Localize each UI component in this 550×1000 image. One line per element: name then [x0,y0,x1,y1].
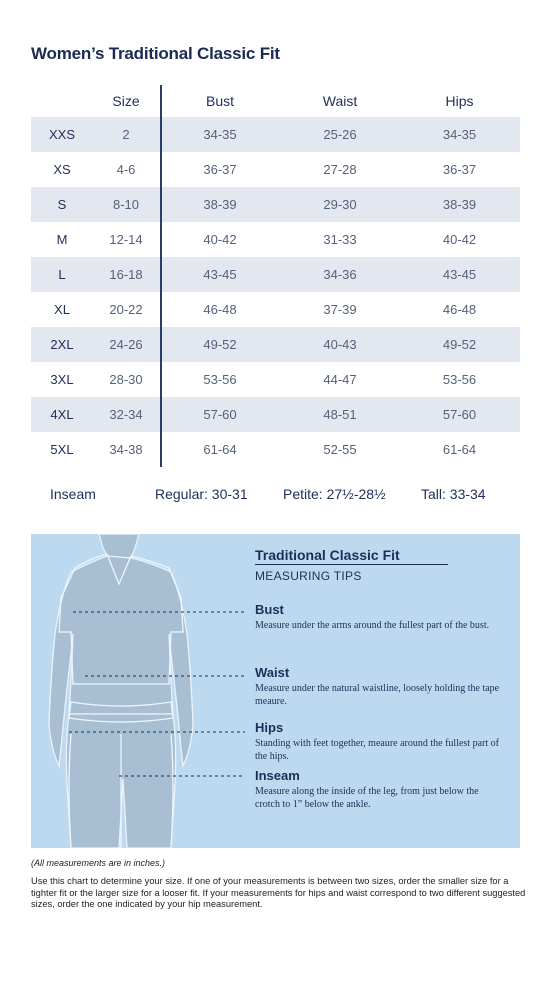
table-row [31,397,520,432]
inseam-row [0,486,550,506]
header-bust: Bust [205,92,234,109]
tip-inseam [255,768,500,811]
row-label: 4XL [50,407,74,422]
bust-cell: 46-48 [203,302,237,317]
tip-text: Standing with feet together, meaure around the fullest part of the hips. [255,738,499,762]
tips-title: Traditional Classic Fit [255,547,400,563]
hips-cell: 57-60 [442,407,477,422]
header-waist: Waist [322,92,358,109]
size-cell: 16-18 [109,267,143,282]
size-cell: 34-38 [109,442,143,457]
row-label: XS [53,162,71,177]
hips-cell: 40-42 [442,232,477,247]
bust-cell: 57-60 [203,407,237,422]
tip-text: Measure along the inside of the leg, from just below the crotch to 1” below the ankle. [255,786,479,810]
hips-cell: 34-35 [442,127,477,142]
header-label [31,84,93,117]
tip-hips [255,720,500,763]
bust-cell: 49-52 [203,337,237,352]
waist-cell: 44-47 [323,372,357,387]
hips-cell: 36-37 [442,162,477,177]
size-column-divider [160,85,162,467]
row-label: 3XL [50,372,74,387]
table-row [31,117,520,152]
table-row [31,222,520,257]
size-cell: 28-30 [109,372,143,387]
bust-cell: 61-64 [203,442,237,457]
hips-cell: 53-56 [442,372,477,387]
table-row [31,292,520,327]
row-label: 2XL [50,337,74,352]
waist-cell: 27-28 [323,162,357,177]
inseam-regular: Regular: 30-31 [155,486,248,502]
header-size: Size [112,92,140,109]
tip-bust [255,602,500,632]
tips-title-rule [255,564,448,565]
size-cell: 8-10 [112,197,140,212]
bust-cell: 43-45 [203,267,237,282]
hips-cell: 61-64 [442,442,477,457]
waist-cell: 52-55 [323,442,357,457]
table-row [31,432,520,467]
size-cell: 20-22 [109,302,143,317]
bust-cell: 36-37 [203,162,237,177]
waist-cell: 48-51 [323,407,357,422]
table-row [31,327,520,362]
measuring-tips-panel [31,534,520,848]
size-cell: 32-34 [109,407,143,422]
table-header-row [31,84,520,117]
page-title: Women’s Traditional Classic Fit [31,44,280,63]
tip-heading: Inseam [255,768,300,783]
waist-cell: 31-33 [323,232,357,247]
measurement-unit-note: (All measurements are in inches.) [31,858,166,868]
hips-cell: 38-39 [442,197,477,212]
row-label: M [56,232,68,247]
row-label: S [57,197,67,212]
hips-cell: 49-52 [442,337,477,352]
size-cell: 24-26 [109,337,143,352]
size-cell: 2 [122,127,130,142]
tip-text: Measure under the arms around the fullest part of the bust. [255,620,490,631]
table-row [31,257,520,292]
size-chart-table [31,84,520,467]
tips-subtitle: MEASURING TIPS [255,569,362,583]
size-cell: 4-6 [116,162,136,177]
inseam-tall: Tall: 33-34 [421,486,486,502]
sizing-instructions: Use this chart to determine your size. If one of your measurements is between two sizes, order the smaller size for a tighter fit or the larger size for a looser fit. If your measurements for hips and waist correspond to two different suggested sizes, order the one indicated by your hip measurement. [31,876,526,909]
tip-heading: Bust [255,602,284,617]
tip-waist [255,665,500,708]
tip-heading: Waist [255,665,290,680]
table-row [31,362,520,397]
hips-cell: 43-45 [442,267,477,282]
table-row [31,152,520,187]
table-row [31,187,520,222]
waist-cell: 40-43 [323,337,357,352]
size-cell: 12-14 [109,232,143,247]
bust-cell: 38-39 [203,197,237,212]
row-label: XL [54,302,70,317]
inseam-petite: Petite: 27½-28½ [283,486,386,502]
hips-cell: 46-48 [442,302,477,317]
waist-cell: 25-26 [323,127,357,142]
row-label: L [58,267,66,282]
row-label: XXS [48,127,75,142]
row-label: 5XL [50,442,74,457]
tip-heading: Hips [255,720,284,735]
bust-cell: 34-35 [203,127,237,142]
waist-cell: 34-36 [323,267,357,282]
waist-cell: 37-39 [323,302,357,317]
header-hips: Hips [445,92,474,109]
tip-text: Measure under the natural waistline, loosely holding the tape meaure. [255,683,500,707]
bust-cell: 40-42 [203,232,237,247]
bust-cell: 53-56 [203,372,237,387]
inseam-label: Inseam [50,486,96,502]
waist-cell: 29-30 [323,197,357,212]
